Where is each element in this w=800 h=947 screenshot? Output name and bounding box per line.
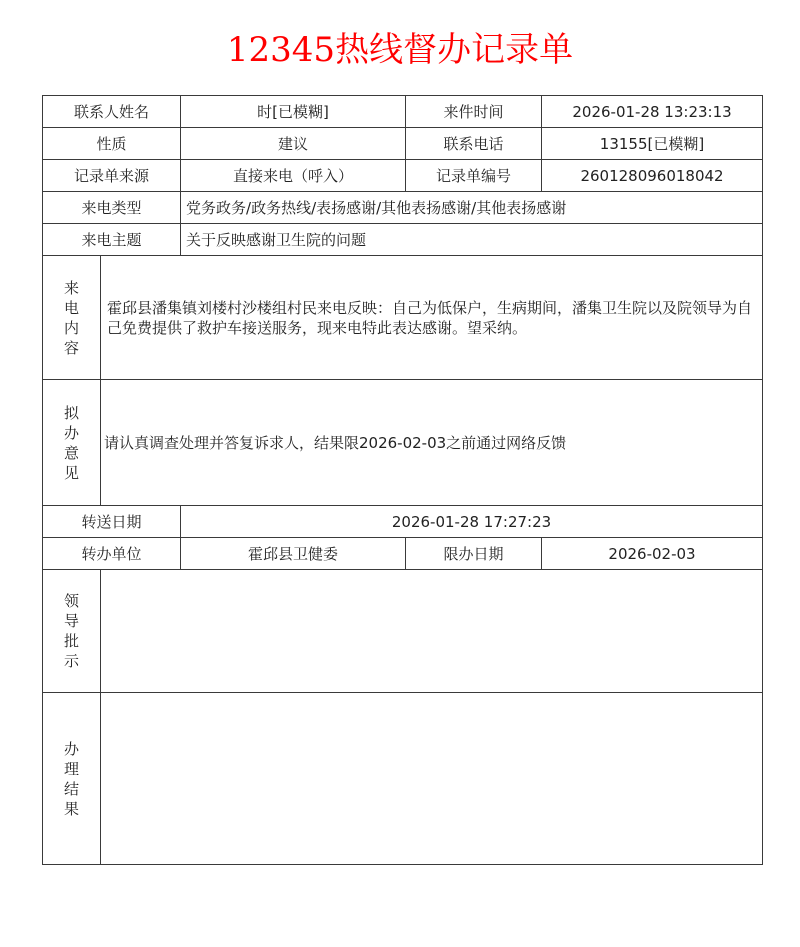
record-number-label: 记录单编号 — [406, 160, 542, 192]
label-char: 导 — [63, 612, 79, 630]
row-proposed-opinion — [43, 380, 763, 506]
source-label: 记录单来源 — [43, 160, 181, 192]
deadline-value: 2026-02-03 — [542, 538, 763, 570]
label-char: 电 — [63, 298, 79, 317]
handling-unit-label: 转办单位 — [43, 538, 181, 570]
row-handling-unit — [43, 538, 763, 570]
row-contact-name — [43, 96, 763, 128]
label-char: 来 — [63, 278, 79, 297]
leader-instruction-label — [43, 570, 101, 693]
call-type-value: 党务政务/政务热线/表扬感谢/其他表扬感谢/其他表扬感谢 — [181, 192, 763, 224]
row-nature — [43, 128, 763, 160]
call-subject-label: 来电主题 — [43, 224, 181, 256]
label-char: 理 — [63, 759, 79, 778]
call-content-value: 霍邱县潘集镇刘楼村沙楼组村民来电反映：自己为低保户，生病期间，潘集卫生院以及院领导为自己免费提供了救护车接送服务，现来电特此表达感谢。望采纳。 — [101, 256, 763, 380]
source-value: 直接来电（呼入） — [181, 160, 406, 192]
label-char: 拟 — [63, 403, 79, 422]
label-char: 结 — [63, 779, 79, 798]
transfer-date-label: 转送日期 — [43, 506, 181, 538]
nature-label: 性质 — [43, 128, 181, 160]
leader-instruction-value — [101, 570, 763, 693]
label-char: 内 — [63, 318, 79, 337]
label-char: 容 — [63, 338, 79, 357]
row-call-content — [43, 256, 763, 380]
label-char: 领 — [63, 592, 79, 610]
row-leader-instruction — [43, 570, 763, 693]
record-number-value: 260128096018042 — [542, 160, 763, 192]
nature-value: 建议 — [181, 128, 406, 160]
label-char: 批 — [63, 632, 79, 650]
handling-unit-value: 霍邱县卫健委 — [181, 538, 406, 570]
page-title: 12345热线督办记录单 — [226, 30, 574, 70]
proposed-opinion-value: 请认真调查处理并答复诉求人，结果限2026-02-03之前通过网络反馈 — [101, 380, 763, 506]
incoming-time-label: 来件时间 — [406, 96, 542, 128]
row-transfer-date — [43, 506, 763, 538]
contact-name-text: 时[已模糊] — [257, 102, 329, 121]
contact-name-value — [181, 96, 406, 128]
label-char: 见 — [63, 463, 79, 482]
handling-result-value — [101, 693, 763, 865]
label-char: 办 — [63, 423, 79, 442]
call-content-label — [43, 256, 101, 380]
call-subject-value: 关于反映感谢卫生院的问题 — [181, 224, 763, 256]
row-source — [43, 160, 763, 192]
call-type-label: 来电类型 — [43, 192, 181, 224]
deadline-label: 限办日期 — [406, 538, 542, 570]
row-call-type — [43, 192, 763, 224]
handling-result-label — [43, 693, 101, 865]
proposed-opinion-label — [43, 380, 101, 506]
supervision-record-form — [42, 95, 763, 865]
label-char: 果 — [63, 799, 79, 818]
label-char: 意 — [63, 443, 79, 462]
contact-phone-label: 联系电话 — [406, 128, 542, 160]
contact-name-label: 联系人姓名 — [43, 96, 181, 128]
row-call-subject — [43, 224, 763, 256]
transfer-date-value: 2026-01-28 17:27:23 — [181, 506, 763, 538]
label-char: 办 — [63, 739, 79, 758]
contact-phone-value: 13155[已模糊] — [542, 128, 763, 160]
label-char: 示 — [63, 652, 79, 670]
incoming-time-value: 2026-01-28 13:23:13 — [542, 96, 763, 128]
row-handling-result — [43, 693, 763, 865]
